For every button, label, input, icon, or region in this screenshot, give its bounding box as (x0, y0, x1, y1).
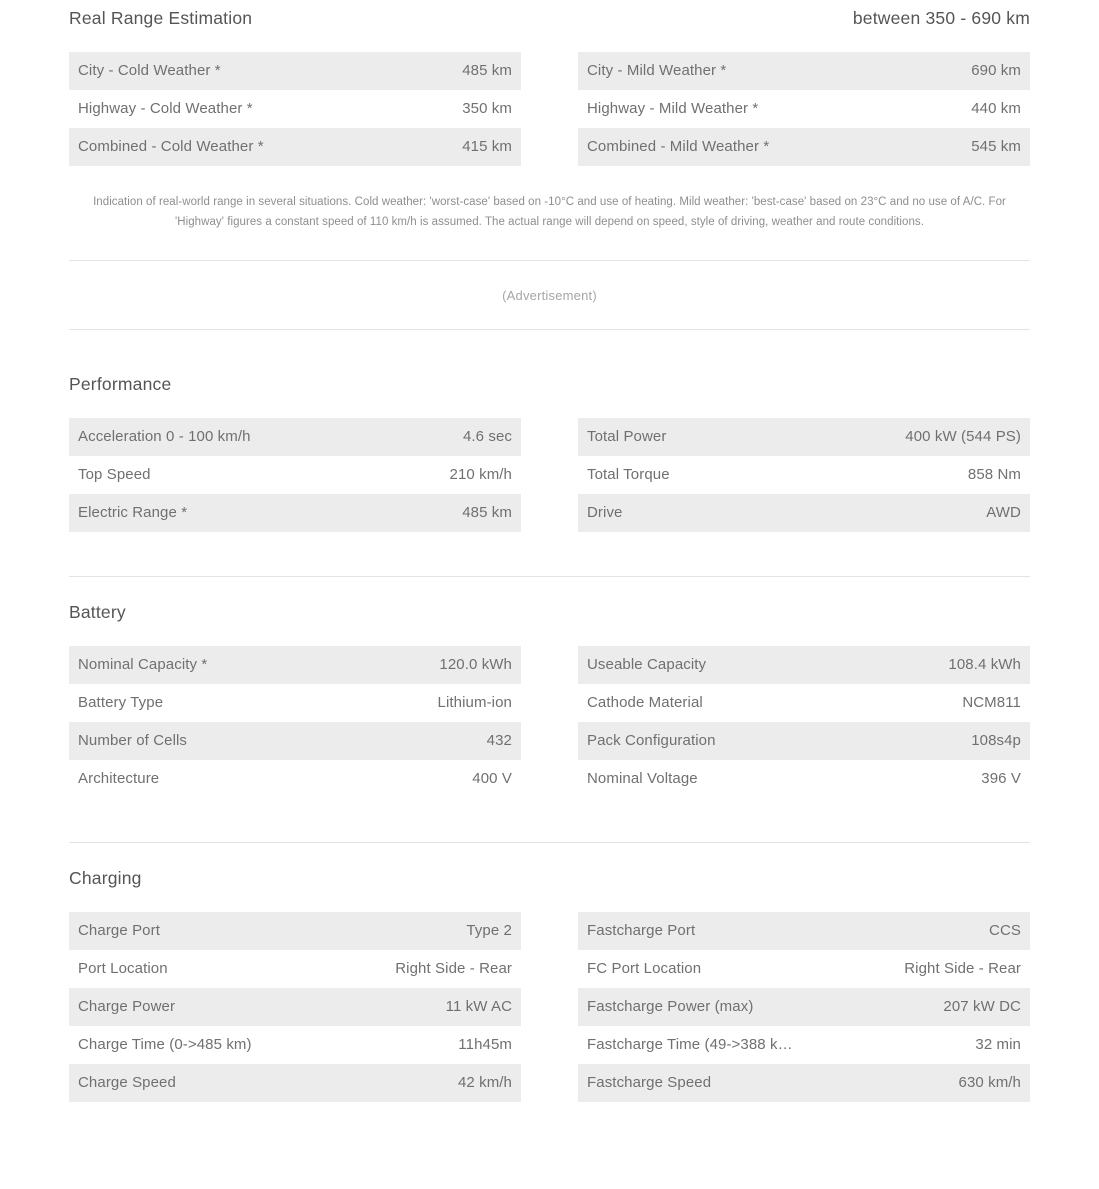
spec-value: 4.6 sec (462, 428, 512, 446)
spec-value: 210 km/h (449, 466, 512, 484)
spec-table-battery-left (69, 646, 521, 798)
spec-label: Drive (587, 504, 623, 522)
spec-column-right (578, 418, 1030, 532)
spec-value: Right Side - Rear (904, 960, 1021, 978)
spec-value: AWD (986, 504, 1021, 522)
section-real-range-estimation (69, 0, 1030, 232)
spec-value: 440 km (971, 100, 1021, 117)
spacer (69, 330, 1030, 366)
spec-value: 108.4 kWh (948, 656, 1021, 674)
spec-label: Cathode Material (587, 694, 703, 712)
table-row (578, 646, 1030, 684)
table-row (69, 950, 521, 988)
spec-columns (69, 418, 1030, 532)
spec-value: Right Side - Rear (395, 960, 512, 978)
spec-value: 350 km (462, 100, 512, 117)
table-row (578, 912, 1030, 950)
spec-label: Charge Time (0->485 km) (78, 1036, 252, 1054)
spec-value: 32 min (975, 1036, 1021, 1054)
spec-label: Pack Configuration (587, 732, 716, 750)
spec-table-battery-right (578, 646, 1030, 798)
spec-table-real-range-left (69, 52, 521, 166)
spec-label: Battery Type (78, 694, 164, 712)
table-row (69, 90, 521, 128)
spec-label: Charge Port (78, 922, 160, 940)
table-row (578, 988, 1030, 1026)
table-row (578, 418, 1030, 456)
spacer (69, 232, 1030, 260)
spacer (69, 532, 1030, 576)
spec-label: Top Speed (78, 466, 151, 484)
section-charging (69, 860, 1030, 1102)
spec-table-charging-right (578, 912, 1030, 1102)
spec-value: 858 Nm (967, 466, 1021, 484)
page-title: Real Range Estimation (69, 8, 253, 28)
spec-table-real-range-right (578, 52, 1030, 166)
spec-label: Port Location (78, 960, 168, 978)
range-summary-badge: between 350 - 690 km (852, 8, 1030, 28)
spec-table-performance-left (69, 418, 521, 532)
section-header (69, 860, 1030, 912)
spec-value: 690 km (971, 62, 1021, 79)
table-row (578, 494, 1030, 532)
table-row (578, 128, 1030, 166)
spacer (69, 798, 1030, 842)
spec-column-left (69, 418, 521, 532)
spec-value: 108s4p (971, 732, 1021, 750)
spec-value: 630 km/h (958, 1074, 1021, 1092)
spec-value: 400 V (472, 770, 512, 788)
spacer (69, 843, 1030, 860)
advertisement-label: (Advertisement) (502, 287, 597, 303)
spec-value: 11 kW AC (445, 998, 512, 1016)
spec-value: 485 km (462, 504, 512, 522)
section-title-charging: Charging (69, 868, 142, 889)
real-range-footnote: Indication of real-world range in several situations. Cold weather: 'worst-case' based on -10°C and use of heating. Mild weather: 'best-case' based on 23°C and no use of A/C. For 'Highway' figures a constant speed of 110 km/h is assumed. The actual range will depend on speed, style of driving, weather and route conditions. (93, 196, 1006, 229)
section-title-battery: Battery (69, 602, 126, 623)
table-row (578, 950, 1030, 988)
spec-label: Nominal Voltage (587, 770, 698, 788)
table-row (578, 760, 1030, 798)
spec-table-charging-left (69, 912, 521, 1102)
spec-label: Architecture (78, 770, 160, 788)
table-row (69, 1064, 521, 1102)
spec-label: City - Mild Weather * (587, 62, 727, 79)
table-row (69, 912, 521, 950)
spacer (69, 577, 1030, 594)
table-row (578, 1026, 1030, 1064)
spec-column-right (578, 912, 1030, 1102)
table-row (69, 494, 521, 532)
spec-label: Combined - Cold Weather * (78, 138, 264, 155)
spec-value: 545 km (971, 138, 1021, 155)
spec-label: Total Power (587, 428, 667, 446)
spec-value: 432 (486, 732, 512, 750)
table-row (578, 684, 1030, 722)
spec-label: Electric Range * (78, 504, 188, 522)
spec-columns (69, 912, 1030, 1102)
table-row (69, 52, 521, 90)
section-header (69, 366, 1030, 418)
spec-label: Useable Capacity (587, 656, 707, 674)
section-performance (69, 366, 1030, 532)
spec-label: Highway - Cold Weather * (78, 100, 253, 117)
table-row (69, 418, 521, 456)
spec-value: 415 km (462, 138, 512, 155)
section-title-performance: Performance (69, 374, 172, 395)
spec-label: Combined - Mild Weather * (587, 138, 770, 155)
spec-column-right (578, 52, 1030, 166)
spec-value: 485 km (462, 62, 512, 79)
spec-value: 11h45m (458, 1036, 512, 1054)
table-row (69, 1026, 521, 1064)
spec-column-left (69, 52, 521, 166)
spec-label: Fastcharge Port (587, 922, 696, 940)
section-header (69, 594, 1030, 646)
section-header (69, 0, 1030, 52)
spec-label: Total Torque (587, 466, 670, 484)
table-row (69, 456, 521, 494)
spec-label: Charge Power (78, 998, 176, 1016)
advertisement-slot (69, 261, 1030, 329)
table-row (69, 722, 521, 760)
table-row (578, 456, 1030, 494)
spec-label: Acceleration 0 - 100 km/h (78, 428, 251, 446)
table-row (69, 646, 521, 684)
table-row (69, 128, 521, 166)
table-row (578, 722, 1030, 760)
spec-label: Fastcharge Speed (587, 1074, 712, 1092)
spec-label: FC Port Location (587, 960, 702, 978)
spec-label: Fastcharge Power (max) (587, 998, 754, 1016)
spec-columns (69, 646, 1030, 798)
table-row (69, 760, 521, 798)
spec-label: Fastcharge Time (49->388 km) (587, 1036, 796, 1054)
table-row (69, 684, 521, 722)
spec-column-left (69, 646, 521, 798)
table-row (578, 1064, 1030, 1102)
spec-column-right (578, 646, 1030, 798)
table-row (69, 988, 521, 1026)
spec-value: NCM811 (962, 694, 1021, 712)
spec-label: Charge Speed (78, 1074, 176, 1092)
spec-label: City - Cold Weather * (78, 62, 221, 79)
spec-value: Lithium-ion (437, 694, 512, 712)
spec-label: Number of Cells (78, 732, 188, 750)
spec-value: 207 kW DC (943, 998, 1021, 1016)
spec-columns (69, 52, 1030, 166)
spec-value: 120.0 kWh (439, 656, 512, 674)
section-battery (69, 594, 1030, 798)
spec-label: Highway - Mild Weather * (587, 100, 759, 117)
spec-label: Nominal Capacity * (78, 656, 208, 674)
table-row (578, 52, 1030, 90)
spec-value: 396 V (981, 770, 1021, 788)
spec-value: 400 kW (544 PS) (905, 428, 1021, 446)
spec-value: Type 2 (466, 922, 512, 940)
spec-column-left (69, 912, 521, 1102)
spec-table-performance-right (578, 418, 1030, 532)
table-row (578, 90, 1030, 128)
spec-value: CCS (989, 922, 1021, 940)
spec-value: 42 km/h (457, 1074, 512, 1092)
